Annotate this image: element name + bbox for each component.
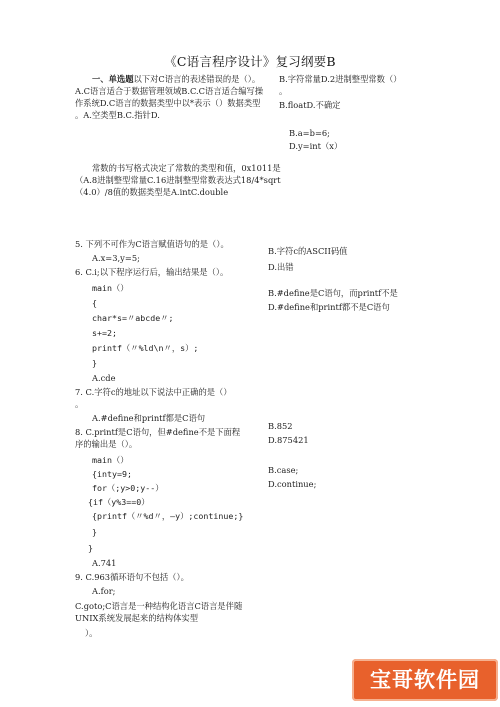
right-option: D.875421 bbox=[268, 435, 309, 445]
question-7-punct: 。 bbox=[75, 399, 84, 409]
watermark-logo: 宝哥软件园 bbox=[352, 659, 498, 701]
code-line: {printf（〃%d〃，—y）;continue;} bbox=[92, 511, 244, 521]
code-line: } bbox=[88, 543, 93, 553]
question-1-line-4: 。A.空类型B.C.指针D. bbox=[75, 110, 160, 120]
question-2-line-1: 常数的书写格式决定了常数的类型和值，0x1011是 bbox=[92, 163, 281, 173]
question-1 bbox=[92, 74, 260, 85]
document-title: 《C语言程序设计》复习纲要B bbox=[164, 54, 336, 69]
code-line: {inty=9; bbox=[92, 469, 132, 479]
question-2-line-3: （4.0）/8值的数据类型是A.intC.double bbox=[75, 187, 229, 197]
right-option: D.#define和printf都不是C语句 bbox=[268, 302, 390, 312]
question-9-option-a: A.for; bbox=[92, 586, 116, 596]
right-option: B.case; bbox=[268, 465, 299, 475]
right-option: D.出错 bbox=[268, 262, 294, 272]
question-6-answer: A.cde bbox=[92, 373, 116, 383]
question-7: 7. C.字符c的地址以下说法中正确的是（） bbox=[75, 387, 232, 397]
code-line: printf（〃%ld\n〃，s）; bbox=[92, 343, 199, 353]
question-8-line-2: 序的输出是（）。 bbox=[75, 439, 138, 449]
code-line: s+=2; bbox=[92, 328, 117, 338]
right-option: B.floatD.不确定 bbox=[279, 100, 341, 110]
question-5-option-a: A.x=3,y=5; bbox=[92, 253, 140, 263]
question-9: 9. C.963循环语句不包括（）。 bbox=[75, 572, 189, 582]
question-8: 8. C.printf是C语句，但#define不是下面程 bbox=[75, 427, 241, 437]
question-9-line-3: UNIX系统发展起来的结构体实型 bbox=[75, 613, 198, 623]
code-line: { bbox=[92, 298, 97, 308]
code-line: } bbox=[92, 527, 97, 537]
right-option: D.continue; bbox=[268, 479, 317, 489]
question-1-line-3: 作系统D.C语言的数据类型中以*表示（）数据类型 bbox=[75, 98, 261, 108]
code-line: for（;y>0;y--） bbox=[92, 483, 164, 493]
right-option: D.y=int（x） bbox=[289, 141, 343, 151]
code-line: } bbox=[92, 358, 97, 368]
question-2-line-2: （A.8进制整型常量C.16进制整型常数表达式18/4*sqrt bbox=[75, 175, 281, 185]
question-6: 6. C.i;以下程序运行后，输出结果是（）。 bbox=[75, 267, 229, 277]
code-line: char*s=〃abcde〃; bbox=[92, 313, 174, 323]
code-line: main（） bbox=[92, 283, 129, 293]
question-9-line-2: C.goto;C语言是一种结构化语言C语言是伴随 bbox=[75, 601, 243, 611]
section-label: 一、单选题 bbox=[92, 74, 134, 84]
right-option: B.字符常量D.2进制整型常数（） bbox=[279, 74, 402, 84]
question-7-option-a: A.#define和printf都是C语句 bbox=[92, 413, 206, 423]
right-option: B.a=b=6; bbox=[289, 128, 330, 138]
question-5: 5. 下列不可作为C语言赋值语句的是（）。 bbox=[75, 239, 229, 249]
right-option: B.852 bbox=[268, 421, 293, 431]
right-option: B.字符c的ASCII码值 bbox=[268, 246, 348, 256]
question-1-line-2: A.C语言适合于数据管理领域B.C.C语言适合编写操 bbox=[75, 86, 264, 96]
code-line: main（） bbox=[92, 455, 129, 465]
question-1-text: 以下对C语言的表述错误的是（）。 bbox=[133, 74, 261, 84]
question-8-answer: A.741 bbox=[92, 558, 117, 568]
right-option: B.#define是C语句，而printf不是 bbox=[268, 288, 398, 298]
code-line: {if（y%3==0） bbox=[88, 497, 150, 507]
right-option: 。 bbox=[279, 86, 288, 96]
question-9-line-4: ）。 bbox=[85, 628, 98, 638]
